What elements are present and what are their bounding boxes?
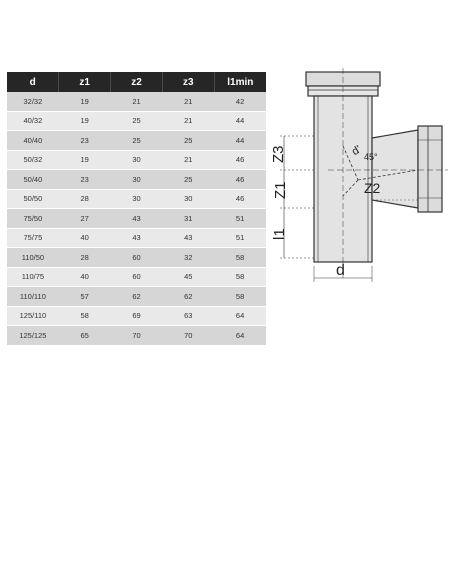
table-cell: 30 — [111, 150, 163, 170]
table-cell: 64 — [214, 306, 266, 326]
table-cell: 46 — [214, 189, 266, 209]
table-cell: 60 — [111, 267, 163, 287]
table-cell: 51 — [214, 228, 266, 248]
table-cell: 44 — [214, 131, 266, 151]
table-cell: 40 — [59, 267, 111, 287]
table-cell: 30 — [111, 170, 163, 190]
table-cell: 50/32 — [7, 150, 59, 170]
table-cell: 62 — [111, 287, 163, 307]
table-row — [7, 111, 266, 131]
table-cell: 125/110 — [7, 306, 59, 326]
table-cell: 50/50 — [7, 189, 59, 209]
table-row — [7, 209, 266, 229]
table-cell: 50/40 — [7, 170, 59, 190]
table-cell: 40/40 — [7, 131, 59, 151]
table-row — [7, 131, 266, 151]
table-cell: 40/32 — [7, 111, 59, 131]
table-cell: 46 — [214, 170, 266, 190]
l1-label: l1 — [271, 228, 288, 240]
table-cell: 58 — [59, 306, 111, 326]
table-cell: 21 — [162, 150, 214, 170]
z3-label: Z3 — [270, 145, 287, 163]
table-cell: 43 — [162, 228, 214, 248]
tee-fitting-diagram — [268, 68, 448, 288]
table-cell: 19 — [59, 111, 111, 131]
table-cell: 110/50 — [7, 248, 59, 268]
table-cell: 110/110 — [7, 287, 59, 307]
z2-label: Z2 — [364, 180, 381, 196]
table-cell: 32/32 — [7, 92, 59, 111]
table-cell: 21 — [111, 92, 163, 111]
table-cell: 19 — [59, 92, 111, 111]
table-cell: 40 — [59, 228, 111, 248]
header-l1min: l1min — [214, 72, 266, 92]
table-cell: 23 — [59, 131, 111, 151]
table-cell: 64 — [214, 326, 266, 346]
table-cell: 70 — [111, 326, 163, 346]
table-cell: 65 — [59, 326, 111, 346]
table-cell: 58 — [214, 287, 266, 307]
d-branch-label: d' — [350, 143, 364, 159]
table-row — [7, 170, 266, 190]
table-row — [7, 189, 266, 209]
table-row — [7, 248, 266, 268]
table-cell: 44 — [214, 111, 266, 131]
table-cell: 63 — [162, 306, 214, 326]
table-cell: 70 — [162, 326, 214, 346]
table-cell: 69 — [111, 306, 163, 326]
header-z3: z3 — [162, 72, 214, 92]
table-row — [7, 228, 266, 248]
table-cell: 45 — [162, 267, 214, 287]
header-z2: z2 — [111, 72, 163, 92]
table-cell: 62 — [162, 287, 214, 307]
angle-label: 45° — [364, 152, 378, 162]
table-cell: 125/125 — [7, 326, 59, 346]
table-cell: 25 — [111, 111, 163, 131]
table-cell: 27 — [59, 209, 111, 229]
table-cell: 25 — [162, 131, 214, 151]
header-d: d — [7, 72, 59, 92]
table-cell: 21 — [162, 92, 214, 111]
table-row — [7, 326, 266, 346]
table-cell: 75/75 — [7, 228, 59, 248]
table-cell: 21 — [162, 111, 214, 131]
table-cell: 32 — [162, 248, 214, 268]
branch-socket — [418, 126, 442, 212]
table-body — [7, 92, 266, 345]
dimension-table — [7, 72, 266, 346]
table-cell: 25 — [111, 131, 163, 151]
table-cell: 46 — [214, 150, 266, 170]
table-row — [7, 306, 266, 326]
table-cell: 60 — [111, 248, 163, 268]
table-cell: 19 — [59, 150, 111, 170]
table-cell: 110/75 — [7, 267, 59, 287]
table-cell: 28 — [59, 248, 111, 268]
table-cell: 58 — [214, 248, 266, 268]
table-cell: 57 — [59, 287, 111, 307]
table-row — [7, 287, 266, 307]
z1-label: Z1 — [272, 181, 289, 199]
table-cell: 31 — [162, 209, 214, 229]
table-cell: 43 — [111, 228, 163, 248]
table-row — [7, 267, 266, 287]
table-cell: 51 — [214, 209, 266, 229]
table-cell: 30 — [111, 189, 163, 209]
table-cell: 23 — [59, 170, 111, 190]
table-cell: 58 — [214, 267, 266, 287]
table-header-row — [7, 72, 266, 92]
table-cell: 75/50 — [7, 209, 59, 229]
table-cell: 28 — [59, 189, 111, 209]
table-cell: 25 — [162, 170, 214, 190]
table-row — [7, 150, 266, 170]
d-label: d — [336, 262, 345, 279]
table-row — [7, 92, 266, 111]
table-cell: 43 — [111, 209, 163, 229]
branch-body — [372, 130, 418, 208]
header-z1: z1 — [59, 72, 111, 92]
table-cell: 42 — [214, 92, 266, 111]
table-cell: 30 — [162, 189, 214, 209]
